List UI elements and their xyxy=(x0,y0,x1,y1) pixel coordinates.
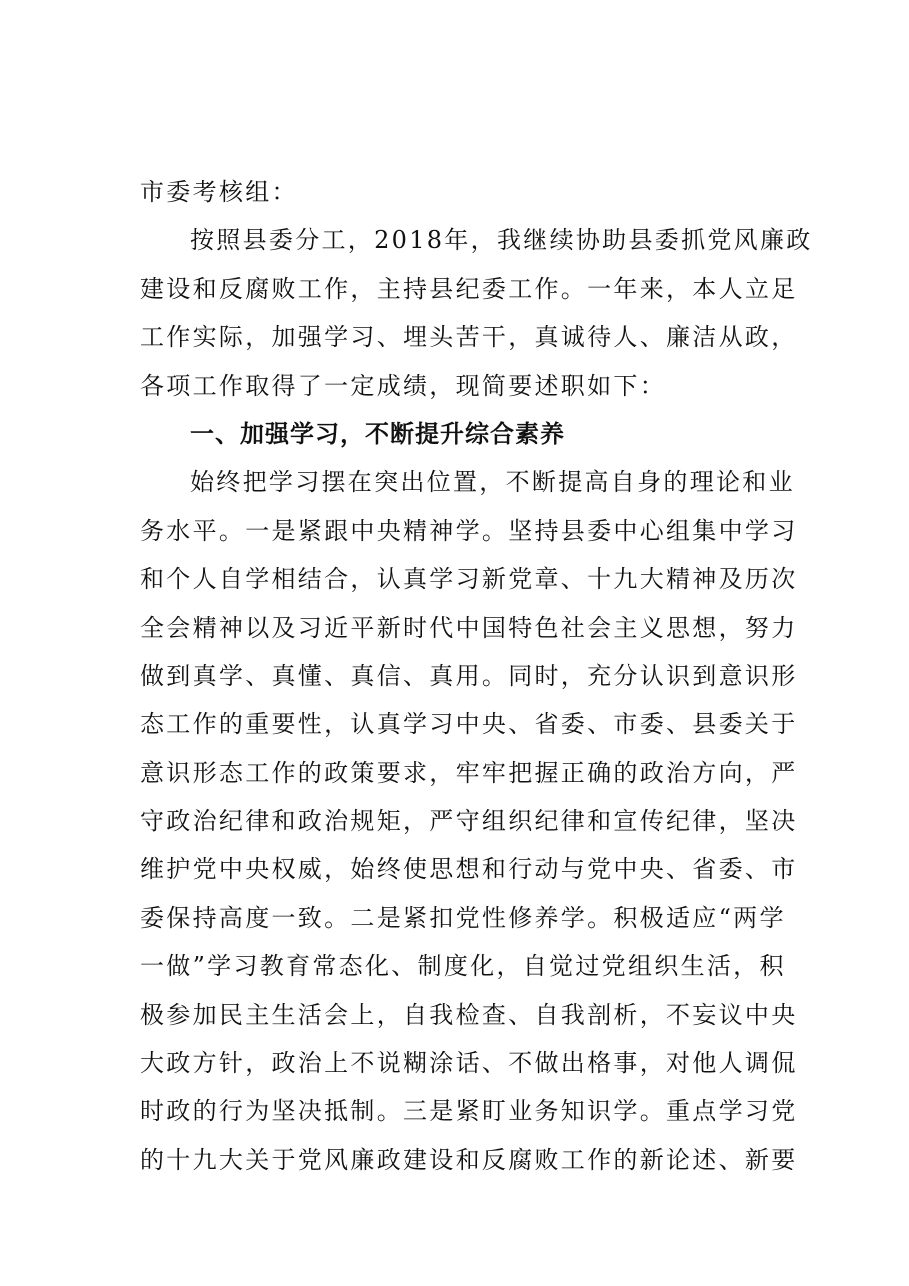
intro-line: 各项工作取得了一定成绩，现简要述职如下： xyxy=(140,371,666,400)
body-line: 一做”学习教育常态化、制度化，自觉过党组织生活，积 xyxy=(140,952,786,981)
body-line: 大政方针，政治上不说糊涂话、不做出格事，对他人调侃 xyxy=(140,1049,798,1078)
body-line: 极参加民主生活会上，自我检查、自我剖析，不妄议中央 xyxy=(140,1000,798,1029)
body-line: 务水平。一是紧跟中央精神学。坚持县委中心组集中学习 xyxy=(140,516,798,545)
body-line: 意识形态工作的政策要求，牢牢把握正确的政治方向，严 xyxy=(140,758,798,787)
intro-line: 建设和反腐败工作，主持县纪委工作。一年来，本人立足 xyxy=(140,274,798,303)
salutation: 市委考核组： xyxy=(140,178,298,206)
body-line: 全会精神以及习近平新时代中国特色社会主义思想，努力 xyxy=(140,613,798,642)
body-line: 委保持高度一致。二是紧扣党性修养学。积极适应“两学 xyxy=(140,903,786,932)
body-line: 和个人自学相结合，认真学习新党章、十九大精神及历次 xyxy=(140,565,798,594)
intro-line: 按照县委分工，2018年，我继续协助县委抓党风廉政 xyxy=(190,226,813,255)
body-line: 守政治纪律和政治规矩，严守组织纪律和宣传纪律，坚决 xyxy=(140,807,798,836)
body-line: 的十九大关于党风廉政建设和反腐败工作的新论述、新要 xyxy=(140,1145,798,1174)
body-line: 时政的行为坚决抵制。三是紧盯业务知识学。重点学习党 xyxy=(140,1097,798,1126)
intro-line: 工作实际，加强学习、埋头苦干，真诚待人、廉洁从政， xyxy=(140,323,798,352)
body-line: 态工作的重要性，认真学习中央、省委、市委、县委关于 xyxy=(140,710,798,739)
body-line: 做到真学、真懂、真信、真用。同时，充分认识到意识形 xyxy=(140,661,798,690)
body-line: 始终把学习摆在突出位置，不断提高自身的理论和业 xyxy=(190,468,795,497)
body-line: 维护党中央权威，始终使思想和行动与党中央、省委、市 xyxy=(140,855,798,884)
document-body xyxy=(140,168,813,1184)
section-heading: 一、加强学习，不断提升综合素养 xyxy=(190,419,565,448)
